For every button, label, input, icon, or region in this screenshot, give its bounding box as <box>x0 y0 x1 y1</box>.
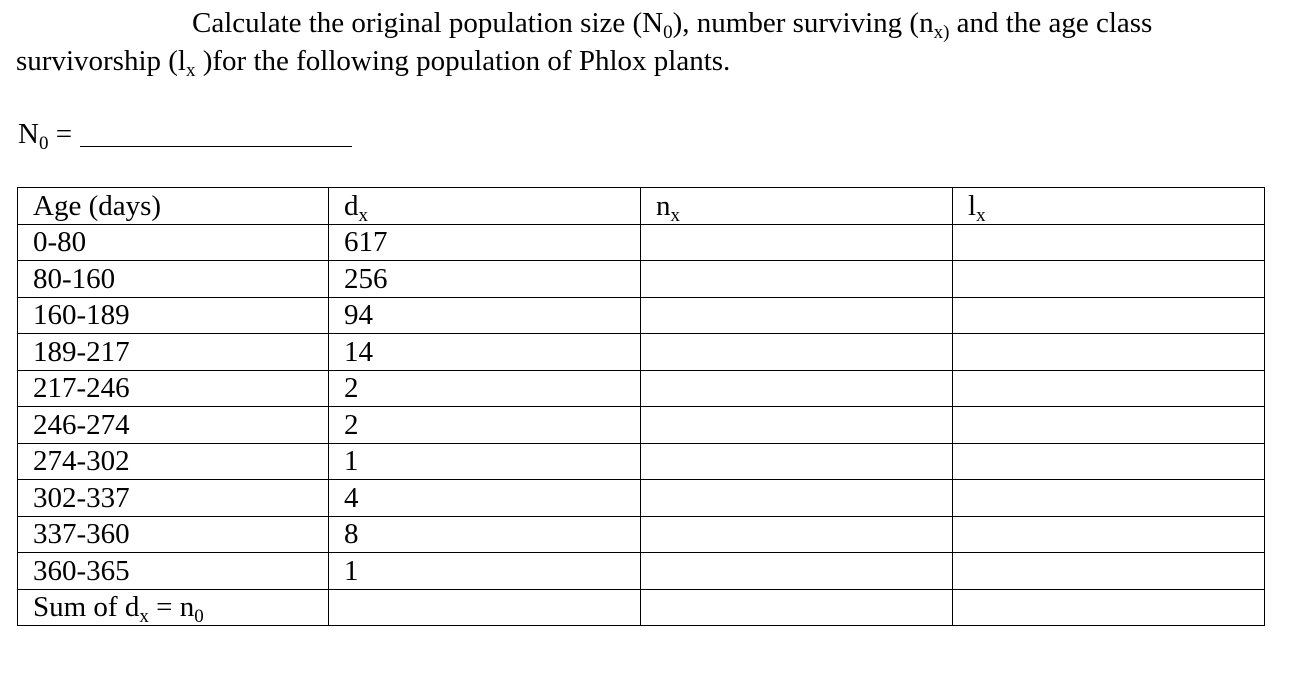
nx-cell[interactable] <box>641 516 953 553</box>
table-row <box>18 516 1265 553</box>
table-row <box>18 370 1265 407</box>
age-cell: 274-302 <box>18 443 329 480</box>
lx-cell[interactable] <box>953 553 1265 590</box>
age-cell: 217-246 <box>18 370 329 407</box>
lx-cell[interactable] <box>953 443 1265 480</box>
instructions-text-2: ), number surviving (n <box>672 7 934 39</box>
table-row <box>18 261 1265 298</box>
nx-cell[interactable] <box>641 297 953 334</box>
sum-nx-cell[interactable] <box>641 589 953 626</box>
table-row <box>18 407 1265 444</box>
instructions-sub-1: 0 <box>663 22 673 43</box>
life-table <box>17 187 1265 626</box>
dx-cell: 1 <box>329 443 641 480</box>
nx-cell[interactable] <box>641 224 953 261</box>
age-cell: 80-160 <box>18 261 329 298</box>
header-dx-base: d <box>344 189 359 222</box>
n0-label <box>18 118 73 154</box>
lx-cell[interactable] <box>953 370 1265 407</box>
nx-cell[interactable] <box>641 480 953 517</box>
nx-cell[interactable] <box>641 443 953 480</box>
header-nx-sub: x <box>670 204 680 226</box>
sum-label-text-2: = n <box>148 591 195 624</box>
instructions-text-4: )for the following population of Phlox plants. <box>195 45 731 77</box>
lx-cell[interactable] <box>953 334 1265 371</box>
n0-subscript: 0 <box>38 133 49 154</box>
age-cell: 189-217 <box>18 334 329 371</box>
header-lx-base: l <box>968 189 977 222</box>
table-row <box>18 553 1265 590</box>
age-cell: 160-189 <box>18 297 329 334</box>
lx-cell[interactable] <box>953 516 1265 553</box>
header-age: Age (days) <box>18 188 329 225</box>
instructions-sub-2: x) <box>933 22 950 43</box>
sum-label <box>18 589 329 626</box>
dx-cell: 617 <box>329 224 641 261</box>
dx-cell: 2 <box>329 370 641 407</box>
instructions-sub-3: x <box>185 60 196 81</box>
instructions-text-3: and the age class survivorship (l <box>16 7 1153 77</box>
dx-cell: 1 <box>329 553 641 590</box>
header-dx-sub: x <box>358 204 368 226</box>
dx-cell: 2 <box>329 407 641 444</box>
nx-cell[interactable] <box>641 407 953 444</box>
n0-blank[interactable] <box>80 120 352 147</box>
nx-cell[interactable] <box>641 261 953 298</box>
table-row <box>18 224 1265 261</box>
n0-equals: = <box>48 118 73 150</box>
age-cell: 0-80 <box>18 224 329 261</box>
table-row <box>18 297 1265 334</box>
lx-cell[interactable] <box>953 224 1265 261</box>
lx-cell[interactable] <box>953 261 1265 298</box>
sum-label-sub-1: x <box>139 606 149 628</box>
dx-cell: 256 <box>329 261 641 298</box>
table-row <box>18 480 1265 517</box>
sum-label-sub-2: 0 <box>194 606 204 628</box>
age-cell: 302-337 <box>18 480 329 517</box>
dx-cell: 14 <box>329 334 641 371</box>
nx-cell[interactable] <box>641 334 953 371</box>
header-lx <box>953 188 1265 225</box>
dx-cell: 94 <box>329 297 641 334</box>
lx-cell[interactable] <box>953 407 1265 444</box>
instructions-text-1: Calculate the original population size (N <box>192 7 664 39</box>
sum-lx-cell[interactable] <box>953 589 1265 626</box>
dx-cell: 4 <box>329 480 641 517</box>
header-lx-sub: x <box>976 204 986 226</box>
table-row <box>18 334 1265 371</box>
lx-cell[interactable] <box>953 297 1265 334</box>
nx-cell[interactable] <box>641 370 953 407</box>
instructions <box>16 4 1286 80</box>
n0-letter: N <box>18 118 39 150</box>
dx-cell: 8 <box>329 516 641 553</box>
nx-cell[interactable] <box>641 553 953 590</box>
sum-label-text-1: Sum of d <box>33 591 140 624</box>
age-cell: 360-365 <box>18 553 329 590</box>
sum-dx-cell[interactable] <box>329 589 641 626</box>
lx-cell[interactable] <box>953 480 1265 517</box>
age-cell: 246-274 <box>18 407 329 444</box>
n0-answer-line <box>18 116 352 152</box>
table-header-row <box>18 188 1265 225</box>
sum-row <box>18 589 1265 626</box>
header-nx <box>641 188 953 225</box>
life-table-body <box>18 188 1265 626</box>
header-dx <box>329 188 641 225</box>
table-row <box>18 443 1265 480</box>
age-cell: 337-360 <box>18 516 329 553</box>
header-nx-base: n <box>656 189 671 222</box>
